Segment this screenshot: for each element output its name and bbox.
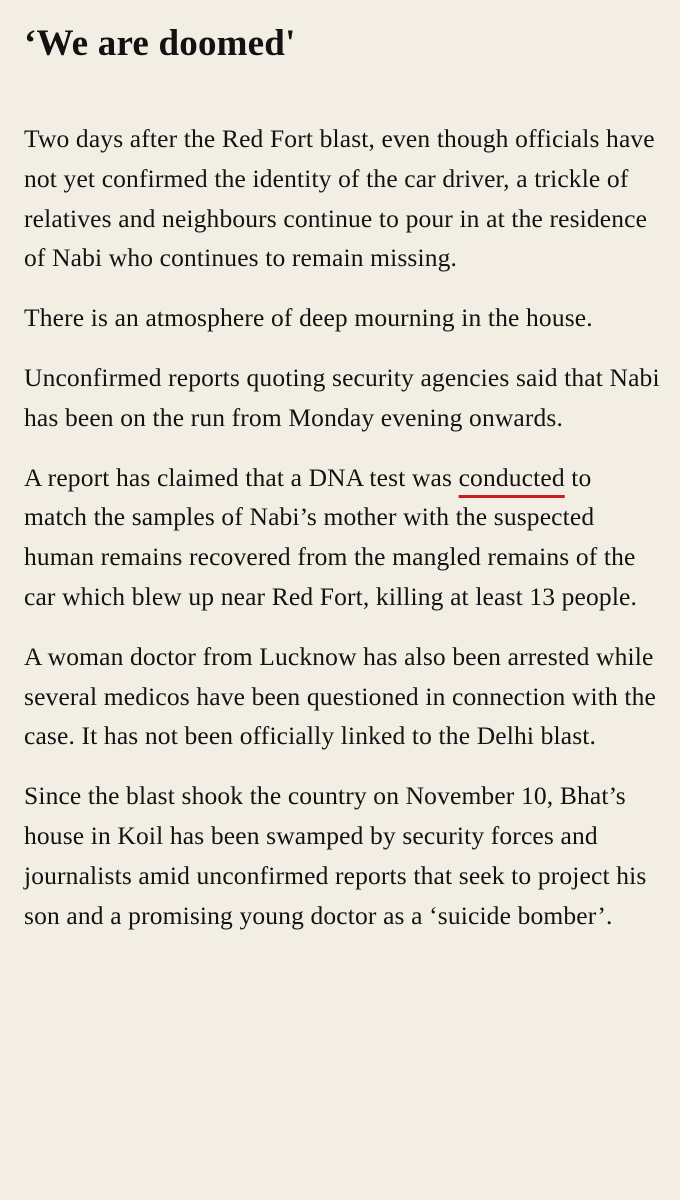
paragraph-text: A report has claimed that a DNA test was bbox=[24, 462, 459, 492]
conducted-link[interactable]: conducted bbox=[458, 462, 565, 492]
paragraph: A woman doctor from Lucknow has also been arrested while several medicos have been questioned in connection with the case. It has not been officially linked to the Delhi blast. bbox=[24, 641, 656, 751]
paragraph: Two days after the Red Fort blast, even though officials have not yet confirmed the identity of the car driver, a trickle of relatives and neighbours continue to pour in at the residence of Nabi who continues to remain missing. bbox=[24, 124, 655, 273]
paragraph: Since the blast shook the country on November 10, Bhat’s house in Koil has been swamped by security forces and journalists amid unconfirmed reports that seek to project his son and a promising young doctor as a ‘suicide bomber’. bbox=[24, 781, 647, 930]
paragraph-with-link bbox=[24, 458, 660, 617]
paragraph-text: to match the samples of Nabi’s mother with the suspected human remains recovered from the mangled remains of the car which blew up near Red Fort, killing at least 13 people. bbox=[24, 462, 638, 611]
paragraph: There is an atmosphere of deep mourning in the house. bbox=[24, 303, 593, 333]
paragraph: Unconfirmed reports quoting security agencies said that Nabi has been on the run from Monday evening onwards. bbox=[24, 362, 660, 432]
section-heading: ‘We are doomed' bbox=[24, 23, 296, 64]
